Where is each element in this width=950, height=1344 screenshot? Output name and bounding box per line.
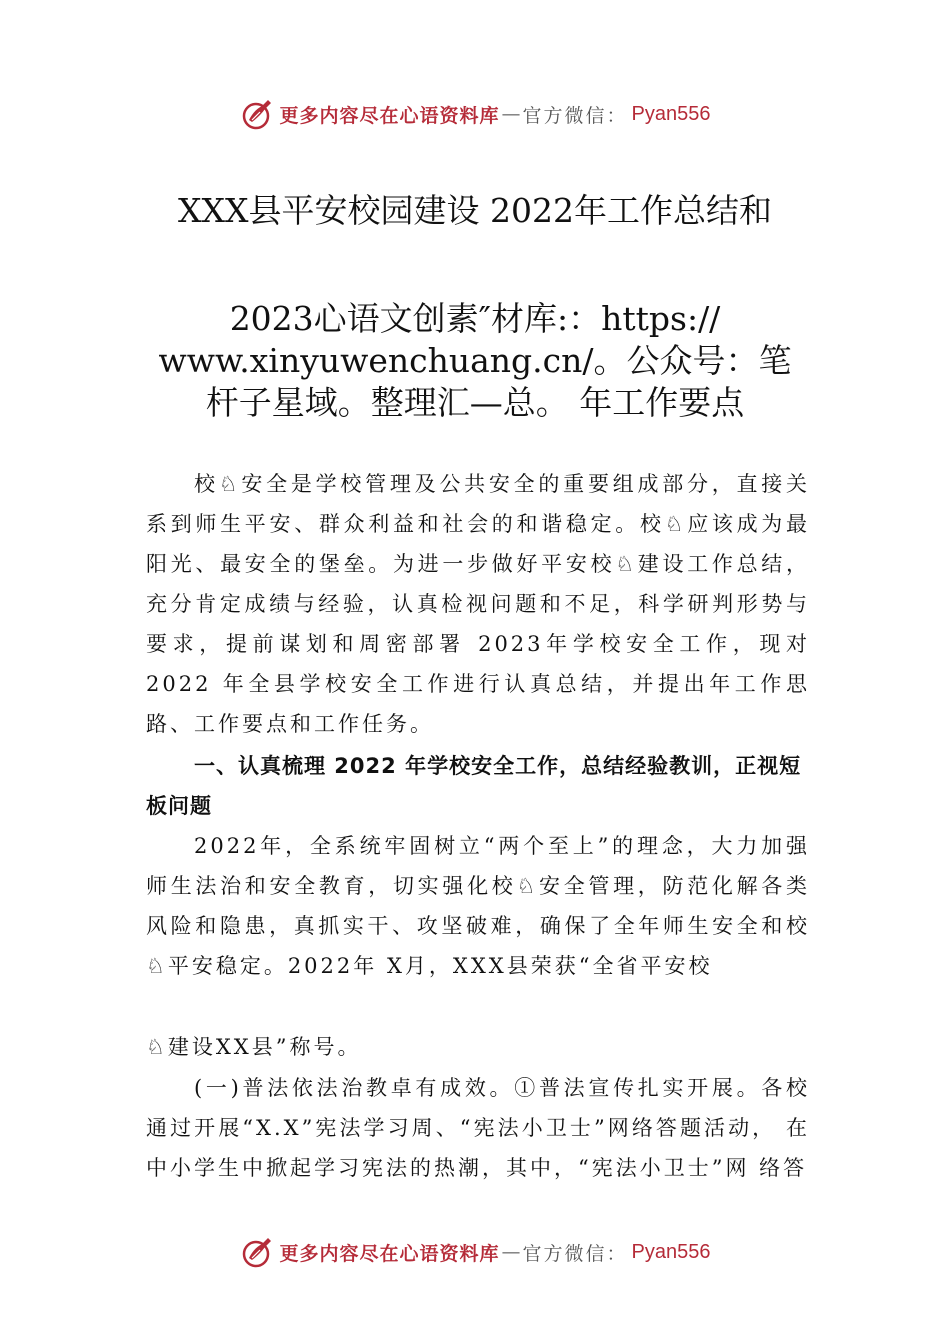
paragraph-3: (一)普法依法治教卓有成效。①普法宣传扎实开展。各校通过开展“X.X”宪法学习周、“宪法小卫士”网络答题活动， 在中小学生中掀起学习宪法的热潮，其中，“宪法小卫士”网 络答	[146, 1076, 810, 1180]
banner-wechat-label: 官方微信：	[522, 1242, 628, 1265]
banner-separator: —	[501, 103, 521, 125]
intro-paragraph: 校♘安全是学校管理及公共安全的重要组成部分，直接关系到师生平安、群众利益和社会的和谐稳定。校♘应该成为最阳光、最安全的堡垒。为进一步做好平安校♘建设工作总结，充分肯定成绩与经验，认真检视问题和不足，科学研判形势与要求，提前谋划和周密部署 2023年学校安全工作，现对 2022 年全县学校安全工作进行认真总结，并提出年工作思路、工作要点和工作任务。	[146, 472, 810, 736]
document-title-line-1: XXX县平安校园建设 2022年工作总结和	[178, 191, 772, 230]
banner-wechat-id: Pyan556	[631, 102, 711, 125]
paragraph-2-tail: ♘建设XX县”称号。	[146, 1035, 362, 1059]
paragraph-2: 2022年，全系统牢固树立“两个至上”的理念，大力加强师生法治和安全教育，切实强化校♘安全管理，防范化解各类风险和隐患，真抓实干、攻坚破难，确保了全年师生安全和校♘平安稳定。2022年 X月，XXX县荣获“全省平安校	[146, 834, 810, 978]
header-banner	[0, 94, 950, 134]
document-title-line-2: 2023心语文创素″材库:：https:// www.xinyuwenchuang.cn/。公众号：笔杆子星域。整理汇—总。 年工作要点	[158, 299, 792, 422]
pen-logo-icon	[240, 1234, 276, 1270]
pen-logo-icon	[240, 96, 276, 132]
banner-site-text: 更多内容尽在心语资料库	[279, 104, 500, 127]
banner-site-text: 更多内容尽在心语资料库	[279, 1242, 500, 1265]
banner-wechat-id: Pyan556	[631, 1240, 711, 1263]
footer-banner	[0, 1232, 950, 1272]
banner-separator: —	[501, 1241, 521, 1263]
banner-wechat-label: 官方微信：	[522, 104, 628, 127]
section-heading-1: 一、认真梳理 2022 年学校安全工作，总结经验教训，正视短板问题	[146, 754, 802, 818]
